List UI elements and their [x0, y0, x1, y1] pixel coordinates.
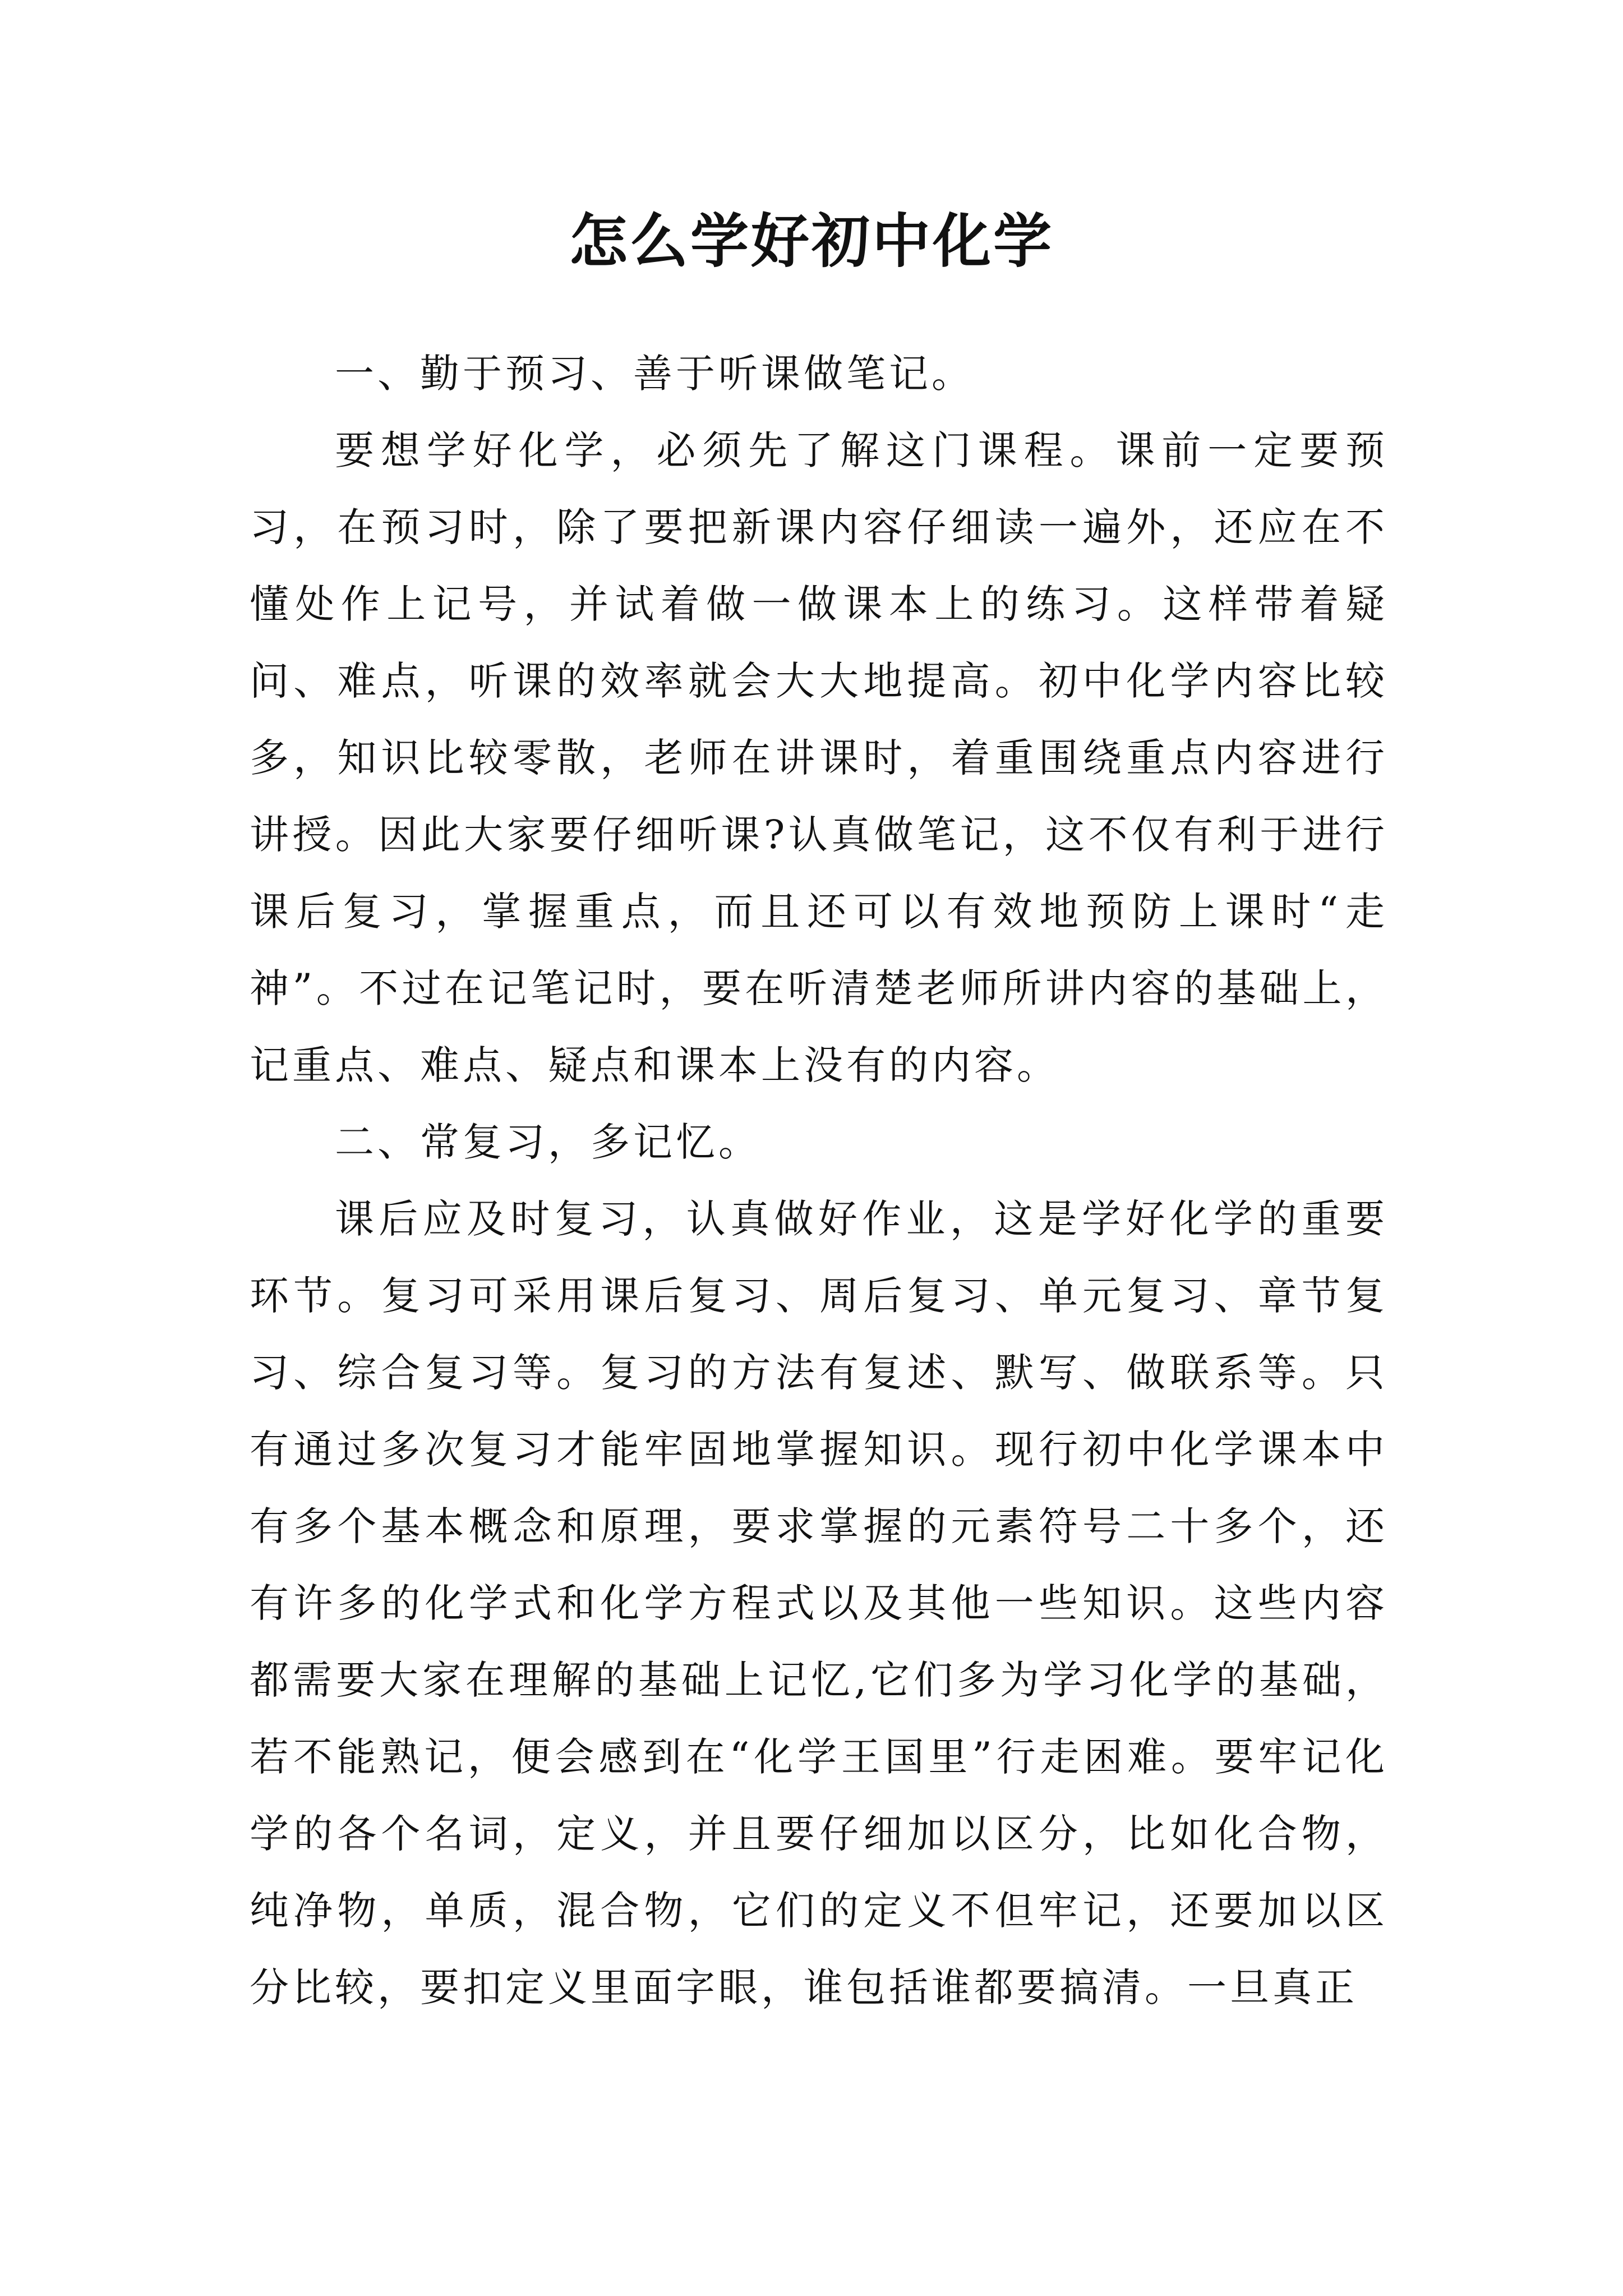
section-heading-1: 一、勤于预习、善于听课做笔记。 — [335, 351, 974, 397]
paragraph-2: 课后应及时复习，认真做好作业，这是学好化学的重要环节。复习可采用课后复习、周后复习、单元复习、章节复习、综合复习等。复习的方法有复述、默写、做联系等。只有通过多次复习才能牢固地掌握知识。现行初中化学课本中有多个基本概念和原理，要求掌握的元素符号二十多个，还有许多的化学式和化学方程式以及其他一些知识。这些内容都需要大家在理解的基础上记忆,它们多为学习化学的基础，若不能熟记，便会感到在“化学王国里”行走困难。要牢记化学的各个名词，定义，并且要仔细加以区分，比如化合物，纯净物，单质，混合物，它们的定义不但牢记，还要加以区分比较，要扣定义里面字眼，谁包括谁都要搞清。一旦真正 — [250, 1196, 1388, 2010]
document-title: 怎么学好初中化学 — [569, 206, 1054, 275]
paragraph-1: 要想学好化学，必须先了解这门课程。课前一定要预习，在预习时，除了要把新课内容仔细读一遍外，还应在不懂处作上记号，并试着做一做课本上的练习。这样带着疑问、难点，听课的效率就会大大地提高。初中化学内容比较多，知识比较零散，老师在讲课时，着重围绕重点内容进行讲授。因此大家要仔细听课?认真做笔记，这不仅有利于进行课后复习，掌握重点，而且还可以有效地预防上课时“走神”。不过在记笔记时，要在听清楚老师所讲内容的基础上，记重点、难点、疑点和课本上没有的内容。 — [250, 427, 1388, 1088]
document-body — [250, 335, 1388, 2026]
section-heading-2: 二、常复习，多记忆。 — [335, 1119, 761, 1165]
